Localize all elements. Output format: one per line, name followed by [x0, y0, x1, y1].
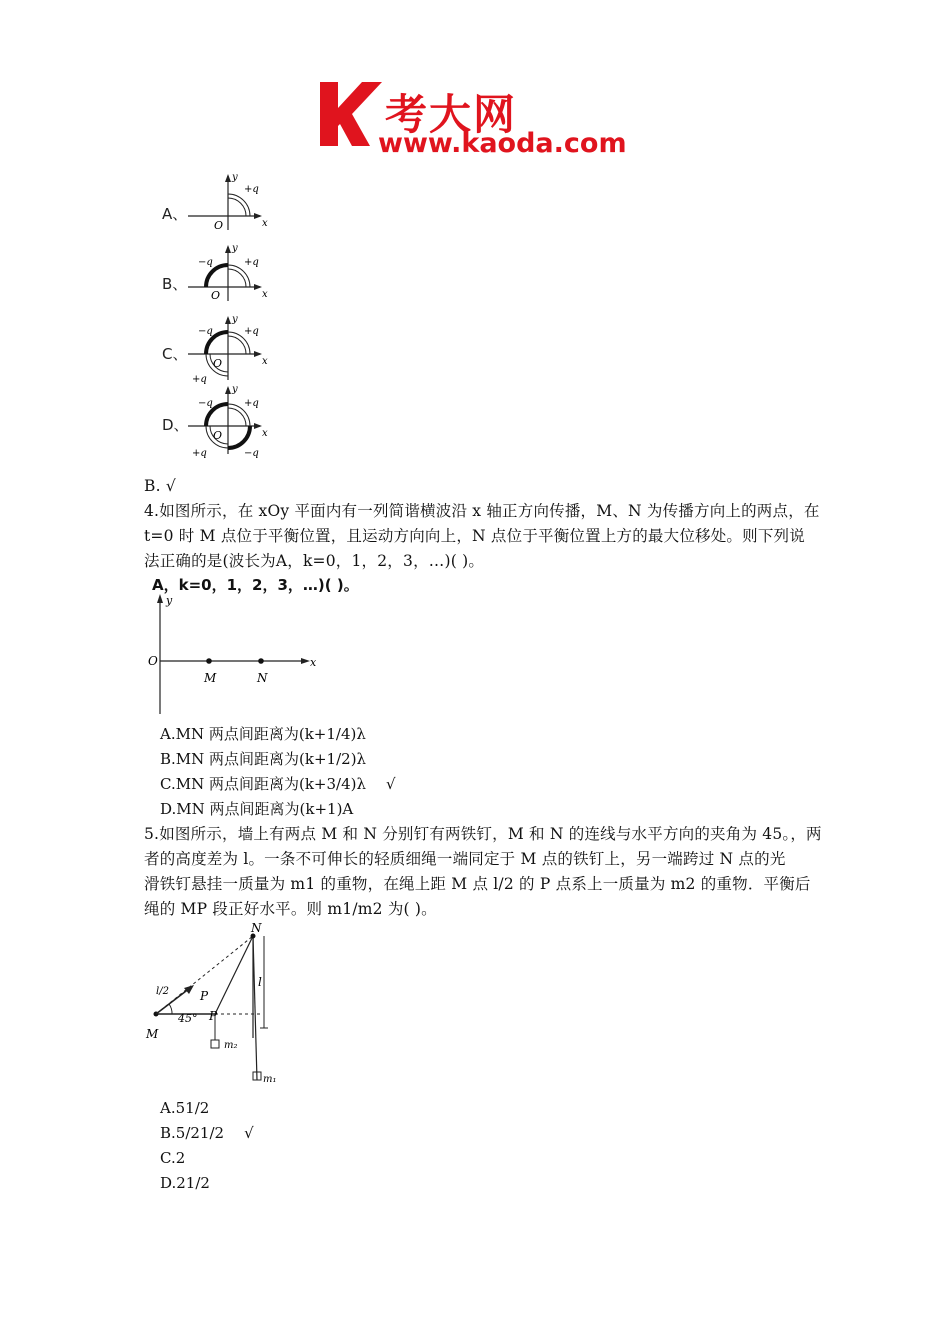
q3-figure-a [186, 172, 276, 232]
svg-text:y: y [232, 243, 238, 254]
logo-cn-text: 考大网 [385, 90, 518, 139]
svg-text:x: x [262, 218, 268, 229]
q5-option-c: C.2 [160, 1149, 186, 1167]
charge-label: +q [244, 326, 259, 337]
svg-text:y: y [232, 172, 238, 183]
svg-text:y: y [232, 384, 238, 395]
q4-option-d: D.MN 两点间距离为(k+1)A [160, 800, 354, 818]
charge-label: −q [198, 398, 213, 409]
charge-label: +q [192, 448, 207, 459]
point-n [258, 658, 264, 664]
q5-stem-line: 者的高度差为 l。一条不可伸长的轻质细绳一端同定于 M 点的铁钉上，另一端跨过 N 点的光 [144, 850, 786, 868]
svg-text:m₂: m₂ [224, 1040, 238, 1051]
q5-option-a: A.51/2 [160, 1099, 210, 1117]
svg-text:x: x [262, 289, 268, 300]
svg-text:O: O [213, 357, 223, 370]
q5-rope-figure [140, 920, 300, 1090]
svg-text:P: P [200, 989, 209, 1003]
q3-figure-d [186, 384, 276, 460]
svg-text:M: M [204, 671, 217, 685]
charge-label: +q [244, 257, 259, 268]
charge-label: −q [198, 257, 213, 268]
svg-text:N: N [251, 921, 262, 935]
q4-option-c: C.MN 两点间距离为(k+3/4)λ √ [160, 775, 396, 793]
svg-text:O: O [213, 429, 223, 442]
svg-text:45°: 45° [178, 1012, 198, 1025]
q3-figure-c [186, 314, 276, 386]
q5-stem-line: 绳的 MP 段正好水平。则 m1/m2 为( )。 [144, 900, 437, 918]
q5-stem-line: 滑铁钉悬挂一质量为 m1 的重物，在绳上距 M 点 l/2 的 P 点系上一质量为 m2 的重物．平衡后 [144, 875, 811, 893]
svg-text:O: O [148, 654, 158, 668]
svg-text:O: O [214, 219, 224, 232]
svg-text:x: x [262, 356, 268, 367]
q3-option-label: C、 [162, 345, 188, 363]
q3-answer: B. √ [144, 477, 176, 495]
svg-text:x: x [310, 656, 317, 669]
q4-stem-line: 法正确的是(波长为A，k=0，1，2，3，…)( )。 [144, 552, 485, 570]
point-m [206, 658, 212, 664]
charge-label: +q [244, 398, 259, 409]
svg-text:O: O [211, 289, 221, 302]
svg-text:y: y [166, 594, 173, 607]
svg-text:l: l [258, 975, 262, 989]
q4-wave-figure [146, 590, 326, 718]
q3-option-label: A、 [162, 205, 188, 223]
q4-stem-line: t=0 时 M 点位于平衡位置，且运动方向向上，N 点位于平衡位置上方的最大位移处。则下列说 [144, 527, 805, 545]
q3-figure-b [186, 243, 276, 303]
q4-stem-line: 4.如图所示，在 xOy 平面内有一列简谐横波沿 x 轴正方向传播，M、N 为传播方向上的两点，在 [144, 502, 820, 520]
charge-label: +q [192, 374, 207, 385]
q4-option-b: B.MN 两点间距离为(k+1/2)λ [160, 750, 367, 768]
svg-text:m₁: m₁ [263, 1074, 277, 1085]
svg-text:P: P [209, 1009, 218, 1023]
charge-label: −q [198, 326, 213, 337]
q4-figure-title: A，k=0，1，2，3，…)( )。 [152, 576, 359, 594]
charge-label: +q [244, 184, 259, 195]
svg-text:x: x [262, 428, 268, 439]
q3-option-label: B、 [162, 275, 188, 293]
q3-option-label: D、 [162, 416, 189, 434]
svg-text:y: y [232, 314, 238, 325]
svg-text:N: N [257, 671, 268, 685]
q4-option-a: A.MN 两点间距离为(k+1/4)λ [160, 725, 366, 743]
svg-text:M: M [146, 1027, 159, 1041]
svg-text:l/2: l/2 [156, 986, 169, 997]
charge-label: −q [244, 448, 259, 459]
q5-option-d: D.21/2 [160, 1174, 210, 1192]
logo-url-text: www.kaoda.com [378, 128, 627, 159]
logo-k-icon [318, 80, 384, 150]
q5-stem-line: 5.如图所示，墙上有两点 M 和 N 分别钉有两铁钉，M 和 N 的连线与水平方向的夹角为 45。，两 [144, 825, 822, 843]
q5-option-b: B.5/21/2 √ [160, 1124, 254, 1142]
